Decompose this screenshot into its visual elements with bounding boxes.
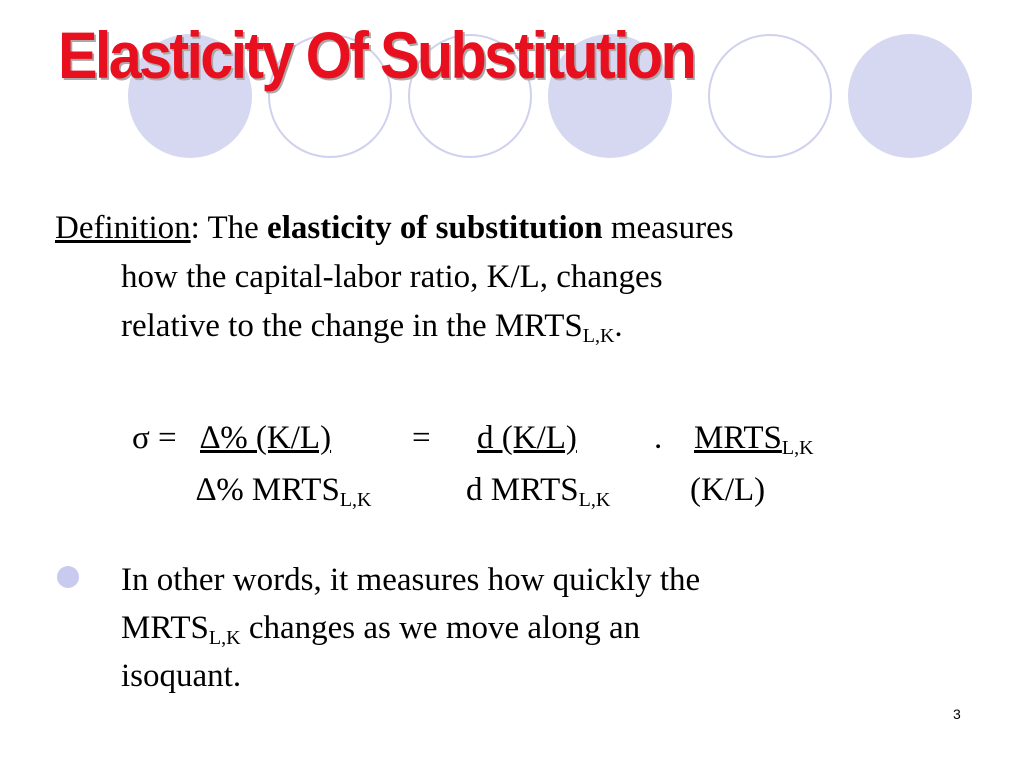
formula-dot: . (654, 420, 663, 456)
formula-equals: = (412, 420, 431, 456)
definition-label: Definition (55, 210, 191, 246)
formula-numerator-3 (694, 420, 814, 459)
bullet-line-1: In other words, it measures how quickly the (121, 562, 701, 598)
bullet-line-2-sub: L,K (208, 627, 241, 649)
formula-denominator-1 (196, 472, 372, 511)
formula-denominator-2-text: d MRTS (466, 472, 579, 508)
formula-denominator-2-sub: L,K (578, 489, 611, 511)
bullet-line-3: isoquant. (121, 658, 242, 694)
formula-numerator-3-text: MRTS (694, 420, 782, 456)
slide-title: Elasticity Of Substitution (58, 18, 695, 92)
definition-end: . (614, 308, 623, 344)
definition-text-2: how the capital-labor ratio, K/L, changes (121, 259, 663, 295)
definition-paragraph (55, 204, 965, 351)
definition-text-3: relative to the change in the MRTS (121, 308, 583, 344)
definition-text-1: measures (602, 210, 734, 246)
bullet-line-2b: changes as we move along an (240, 610, 641, 646)
formula-numerator-1: ∆% (K/L) (200, 420, 332, 456)
formula-denominator-1-sub: L,K (339, 489, 372, 511)
bullet-icon (57, 566, 79, 588)
formula-denominator-1-text: ∆% MRTS (196, 472, 340, 508)
formula-denominator-3: (K/L) (690, 472, 766, 508)
definition-intro: : The (190, 210, 268, 246)
formula-sigma-equals: σ = (132, 420, 177, 456)
formula-denominator-2 (466, 472, 611, 511)
formula-numerator-2: d (K/L) (477, 420, 577, 456)
formula-numerator-3-sub: L,K (781, 437, 814, 459)
bullet-paragraph (121, 556, 961, 700)
deco-circle-filled (848, 34, 972, 158)
deco-circle-outline (709, 35, 831, 157)
page-number: 3 (953, 706, 961, 722)
definition-subscript: L,K (582, 325, 615, 347)
bullet-line-2a: MRTS (121, 610, 209, 646)
definition-term: elasticity of substitution (267, 210, 603, 246)
